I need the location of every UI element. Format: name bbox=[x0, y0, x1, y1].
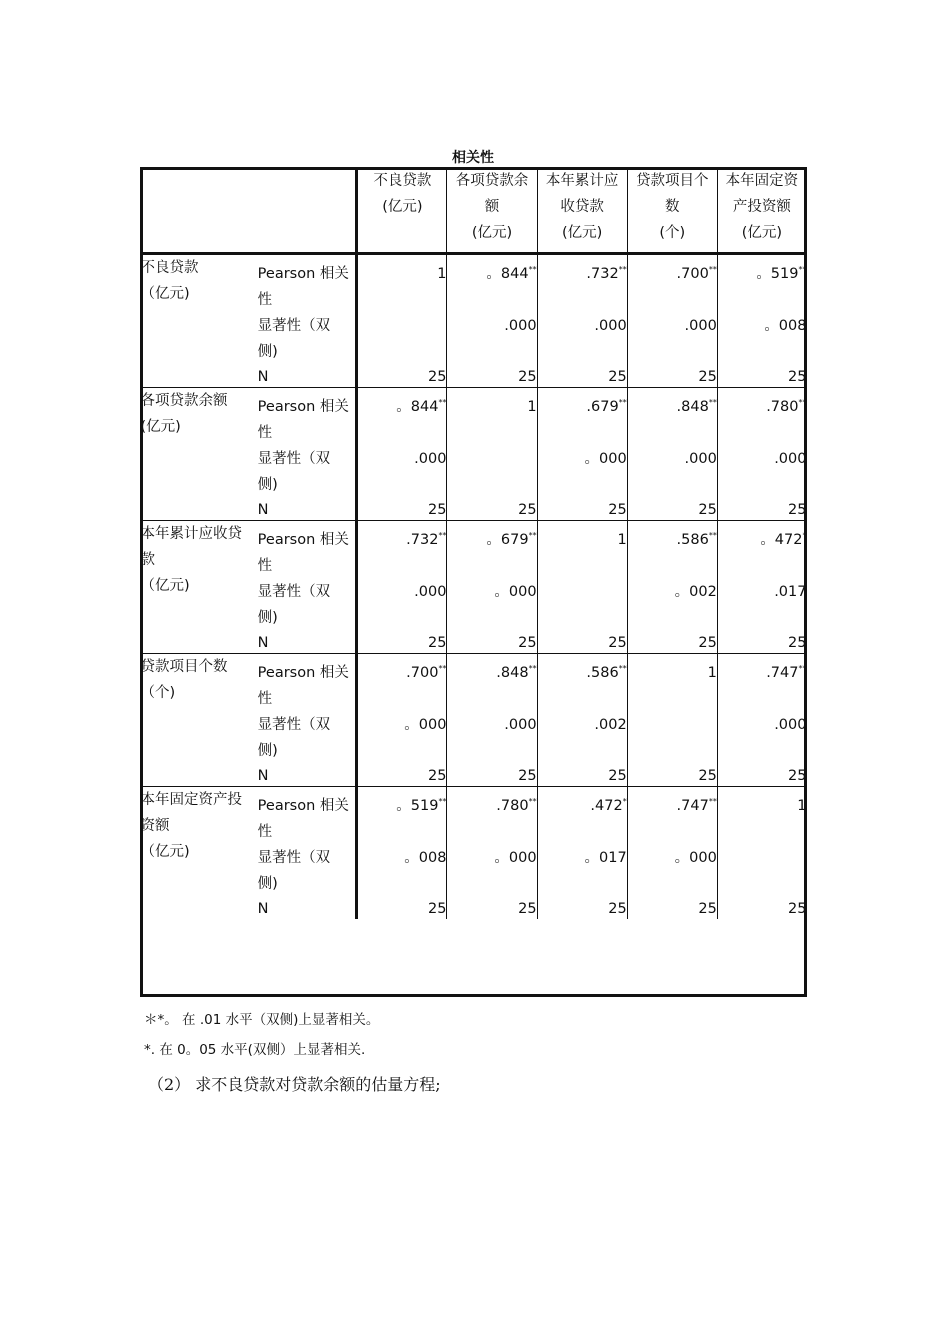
significance-value: .017 bbox=[717, 579, 806, 631]
n-value: 25 bbox=[717, 498, 806, 521]
stat-label: N bbox=[258, 631, 357, 654]
pearson-value bbox=[447, 388, 537, 447]
coefficient: .700 bbox=[676, 266, 709, 282]
pearson-value bbox=[627, 388, 717, 447]
row-variable-label: 各项贷款余额 (亿元) bbox=[141, 388, 258, 521]
pearson-value bbox=[537, 654, 627, 713]
n-value: 25 bbox=[627, 365, 717, 388]
significance-marker: ** bbox=[618, 265, 627, 274]
coefficient: .732 bbox=[586, 266, 619, 282]
significance-value: .000 bbox=[717, 446, 806, 498]
coefficient: 。679 bbox=[486, 532, 529, 548]
coefficient: 。844 bbox=[486, 266, 529, 282]
significance-marker: * bbox=[622, 797, 627, 806]
n-value: 25 bbox=[447, 498, 537, 521]
significance-marker: ** bbox=[618, 398, 627, 407]
significance-value bbox=[627, 712, 717, 764]
pearson-value bbox=[357, 521, 447, 580]
significance-marker: ** bbox=[798, 265, 807, 274]
pearson-value bbox=[537, 521, 627, 580]
pearson-value bbox=[357, 787, 447, 846]
pearson-value bbox=[357, 388, 447, 447]
stat-label: N bbox=[258, 498, 357, 521]
stat-label: 显著性（双 侧) bbox=[258, 313, 357, 365]
coefficient: .848 bbox=[496, 665, 529, 681]
pearson-value bbox=[627, 654, 717, 713]
n-value: 25 bbox=[537, 365, 627, 388]
n-value: 25 bbox=[447, 631, 537, 654]
significance-value bbox=[537, 579, 627, 631]
footnote-2: *. 在 0。05 水平(双侧）上显著相关. bbox=[144, 1042, 366, 1058]
significance-marker: ** bbox=[618, 664, 627, 673]
question-text: （2） 求不良贷款对贷款余额的估量方程; bbox=[148, 1075, 441, 1094]
significance-value: .000 bbox=[357, 579, 447, 631]
n-value: 25 bbox=[627, 897, 717, 919]
column-header: 贷款项目个 数 (个) bbox=[627, 168, 717, 254]
correlation-table bbox=[140, 167, 807, 919]
table-title: 相关性 bbox=[452, 150, 494, 166]
significance-value: .000 bbox=[357, 446, 447, 498]
significance-value: 。008 bbox=[717, 313, 806, 365]
stat-label: 显著性（双 侧) bbox=[258, 845, 357, 897]
n-value: 25 bbox=[447, 764, 537, 787]
n-value: 25 bbox=[717, 764, 806, 787]
pearson-value bbox=[447, 521, 537, 580]
significance-value: 。017 bbox=[537, 845, 627, 897]
significance-marker: ** bbox=[528, 531, 537, 540]
significance-value: 。000 bbox=[447, 579, 537, 631]
significance-value: 。000 bbox=[627, 845, 717, 897]
significance-marker: ** bbox=[798, 664, 807, 673]
pearson-value bbox=[717, 521, 806, 580]
coefficient: .679 bbox=[586, 399, 619, 415]
pearson-value bbox=[717, 388, 806, 447]
coefficient: 。472 bbox=[760, 532, 803, 548]
header-row bbox=[141, 168, 807, 254]
n-value: 25 bbox=[627, 764, 717, 787]
stat-label: 显著性（双 侧) bbox=[258, 446, 357, 498]
significance-value bbox=[447, 446, 537, 498]
n-value: 25 bbox=[357, 631, 447, 654]
pearson-value bbox=[537, 388, 627, 447]
stat-label: 显著性（双 侧) bbox=[258, 579, 357, 631]
column-header: 不良贷款 (亿元) bbox=[357, 168, 447, 254]
significance-marker: ** bbox=[528, 265, 537, 274]
stat-label: Pearson 相关 性 bbox=[258, 521, 357, 580]
coefficient: 1 bbox=[617, 532, 627, 548]
pearson-value bbox=[537, 787, 627, 846]
stat-label: Pearson 相关 性 bbox=[258, 388, 357, 447]
coefficient: .747 bbox=[676, 798, 709, 814]
n-value: 25 bbox=[537, 631, 627, 654]
pearson-value bbox=[717, 787, 806, 846]
pearson-value bbox=[627, 521, 717, 580]
pearson-value bbox=[357, 654, 447, 713]
coefficient: 1 bbox=[797, 798, 807, 814]
n-value: 25 bbox=[357, 897, 447, 919]
coefficient: .747 bbox=[766, 665, 799, 681]
significance-marker: ** bbox=[438, 398, 447, 407]
significance-value: .000 bbox=[447, 712, 537, 764]
coefficient: 。519 bbox=[756, 266, 799, 282]
pearson-value bbox=[447, 787, 537, 846]
column-header: 本年累计应 收贷款 (亿元) bbox=[537, 168, 627, 254]
n-value: 25 bbox=[717, 365, 806, 388]
significance-value: 。000 bbox=[537, 446, 627, 498]
significance-marker: * bbox=[802, 531, 807, 540]
stat-label: N bbox=[258, 897, 357, 919]
significance-marker: ** bbox=[528, 664, 537, 673]
footnote-1: ＊*。 在 .01 水平（双侧)上显著相关。 bbox=[144, 1012, 380, 1028]
significance-value: 。000 bbox=[447, 845, 537, 897]
coefficient: .700 bbox=[406, 665, 439, 681]
significance-marker: ** bbox=[708, 265, 717, 274]
n-value: 25 bbox=[357, 365, 447, 388]
n-value: 25 bbox=[447, 897, 537, 919]
coefficient: 。844 bbox=[396, 399, 439, 415]
significance-value: .000 bbox=[447, 313, 537, 365]
coefficient: .586 bbox=[676, 532, 709, 548]
column-header: 各项贷款余 额 (亿元) bbox=[447, 168, 537, 254]
pearson-value bbox=[447, 654, 537, 713]
row-variable-label: 贷款项目个数 （个) bbox=[141, 654, 258, 787]
significance-value: .002 bbox=[537, 712, 627, 764]
coefficient: 1 bbox=[527, 399, 537, 415]
table-row bbox=[141, 654, 807, 713]
header-corner bbox=[141, 168, 357, 254]
row-variable-label: 本年固定资产投 资额 （亿元) bbox=[140, 792, 242, 860]
n-value: 25 bbox=[537, 764, 627, 787]
stat-label: Pearson 相关 性 bbox=[258, 787, 357, 846]
n-value: 25 bbox=[537, 498, 627, 521]
significance-marker: ** bbox=[798, 398, 807, 407]
significance-marker: ** bbox=[708, 531, 717, 540]
coefficient: .780 bbox=[496, 798, 529, 814]
coefficient: .472 bbox=[590, 798, 623, 814]
significance-value bbox=[357, 313, 447, 365]
table-row bbox=[141, 388, 807, 447]
coefficient: .732 bbox=[406, 532, 439, 548]
significance-value bbox=[717, 845, 806, 897]
significance-marker: ** bbox=[438, 797, 447, 806]
table-row bbox=[141, 254, 807, 314]
n-value: 25 bbox=[447, 365, 537, 388]
coefficient: 1 bbox=[707, 665, 717, 681]
coefficient: 。519 bbox=[396, 798, 439, 814]
significance-marker: ** bbox=[438, 664, 447, 673]
stat-label: Pearson 相关 性 bbox=[258, 254, 357, 314]
significance-marker: ** bbox=[438, 531, 447, 540]
pearson-value bbox=[537, 254, 627, 314]
stat-label: 显著性（双 侧) bbox=[258, 712, 357, 764]
stat-label: Pearson 相关 性 bbox=[258, 654, 357, 713]
pearson-value bbox=[717, 654, 806, 713]
pearson-value bbox=[357, 254, 447, 314]
significance-value: 。008 bbox=[357, 845, 447, 897]
row-variable-label: 本年累计应收贷 款 （亿元) bbox=[141, 521, 258, 654]
pearson-value bbox=[717, 254, 806, 314]
n-value: 25 bbox=[627, 498, 717, 521]
n-value: 25 bbox=[717, 897, 806, 919]
pearson-value bbox=[627, 254, 717, 314]
significance-value: .000 bbox=[627, 313, 717, 365]
column-header: 本年固定资 产投资额 (亿元) bbox=[717, 168, 806, 254]
coefficient: .586 bbox=[586, 665, 619, 681]
significance-marker: ** bbox=[528, 797, 537, 806]
row-variable-label: 不良贷款 （亿元) bbox=[141, 254, 258, 388]
n-value: 25 bbox=[357, 764, 447, 787]
n-value: 25 bbox=[357, 498, 447, 521]
table-row bbox=[141, 787, 807, 846]
significance-value: 。000 bbox=[357, 712, 447, 764]
stat-label: N bbox=[258, 764, 357, 787]
significance-marker: ** bbox=[708, 797, 717, 806]
coefficient: 1 bbox=[437, 266, 447, 282]
n-value: 25 bbox=[717, 631, 806, 654]
significance-value: .000 bbox=[627, 446, 717, 498]
pearson-value bbox=[447, 254, 537, 314]
significance-value: .000 bbox=[537, 313, 627, 365]
significance-marker: ** bbox=[708, 398, 717, 407]
table-row bbox=[141, 521, 807, 580]
n-value: 25 bbox=[627, 631, 717, 654]
coefficient: .780 bbox=[766, 399, 799, 415]
significance-value: 。002 bbox=[627, 579, 717, 631]
n-value: 25 bbox=[537, 897, 627, 919]
significance-value: .000 bbox=[717, 712, 806, 764]
stat-label: N bbox=[258, 365, 357, 388]
pearson-value bbox=[627, 787, 717, 846]
coefficient: .848 bbox=[676, 399, 709, 415]
